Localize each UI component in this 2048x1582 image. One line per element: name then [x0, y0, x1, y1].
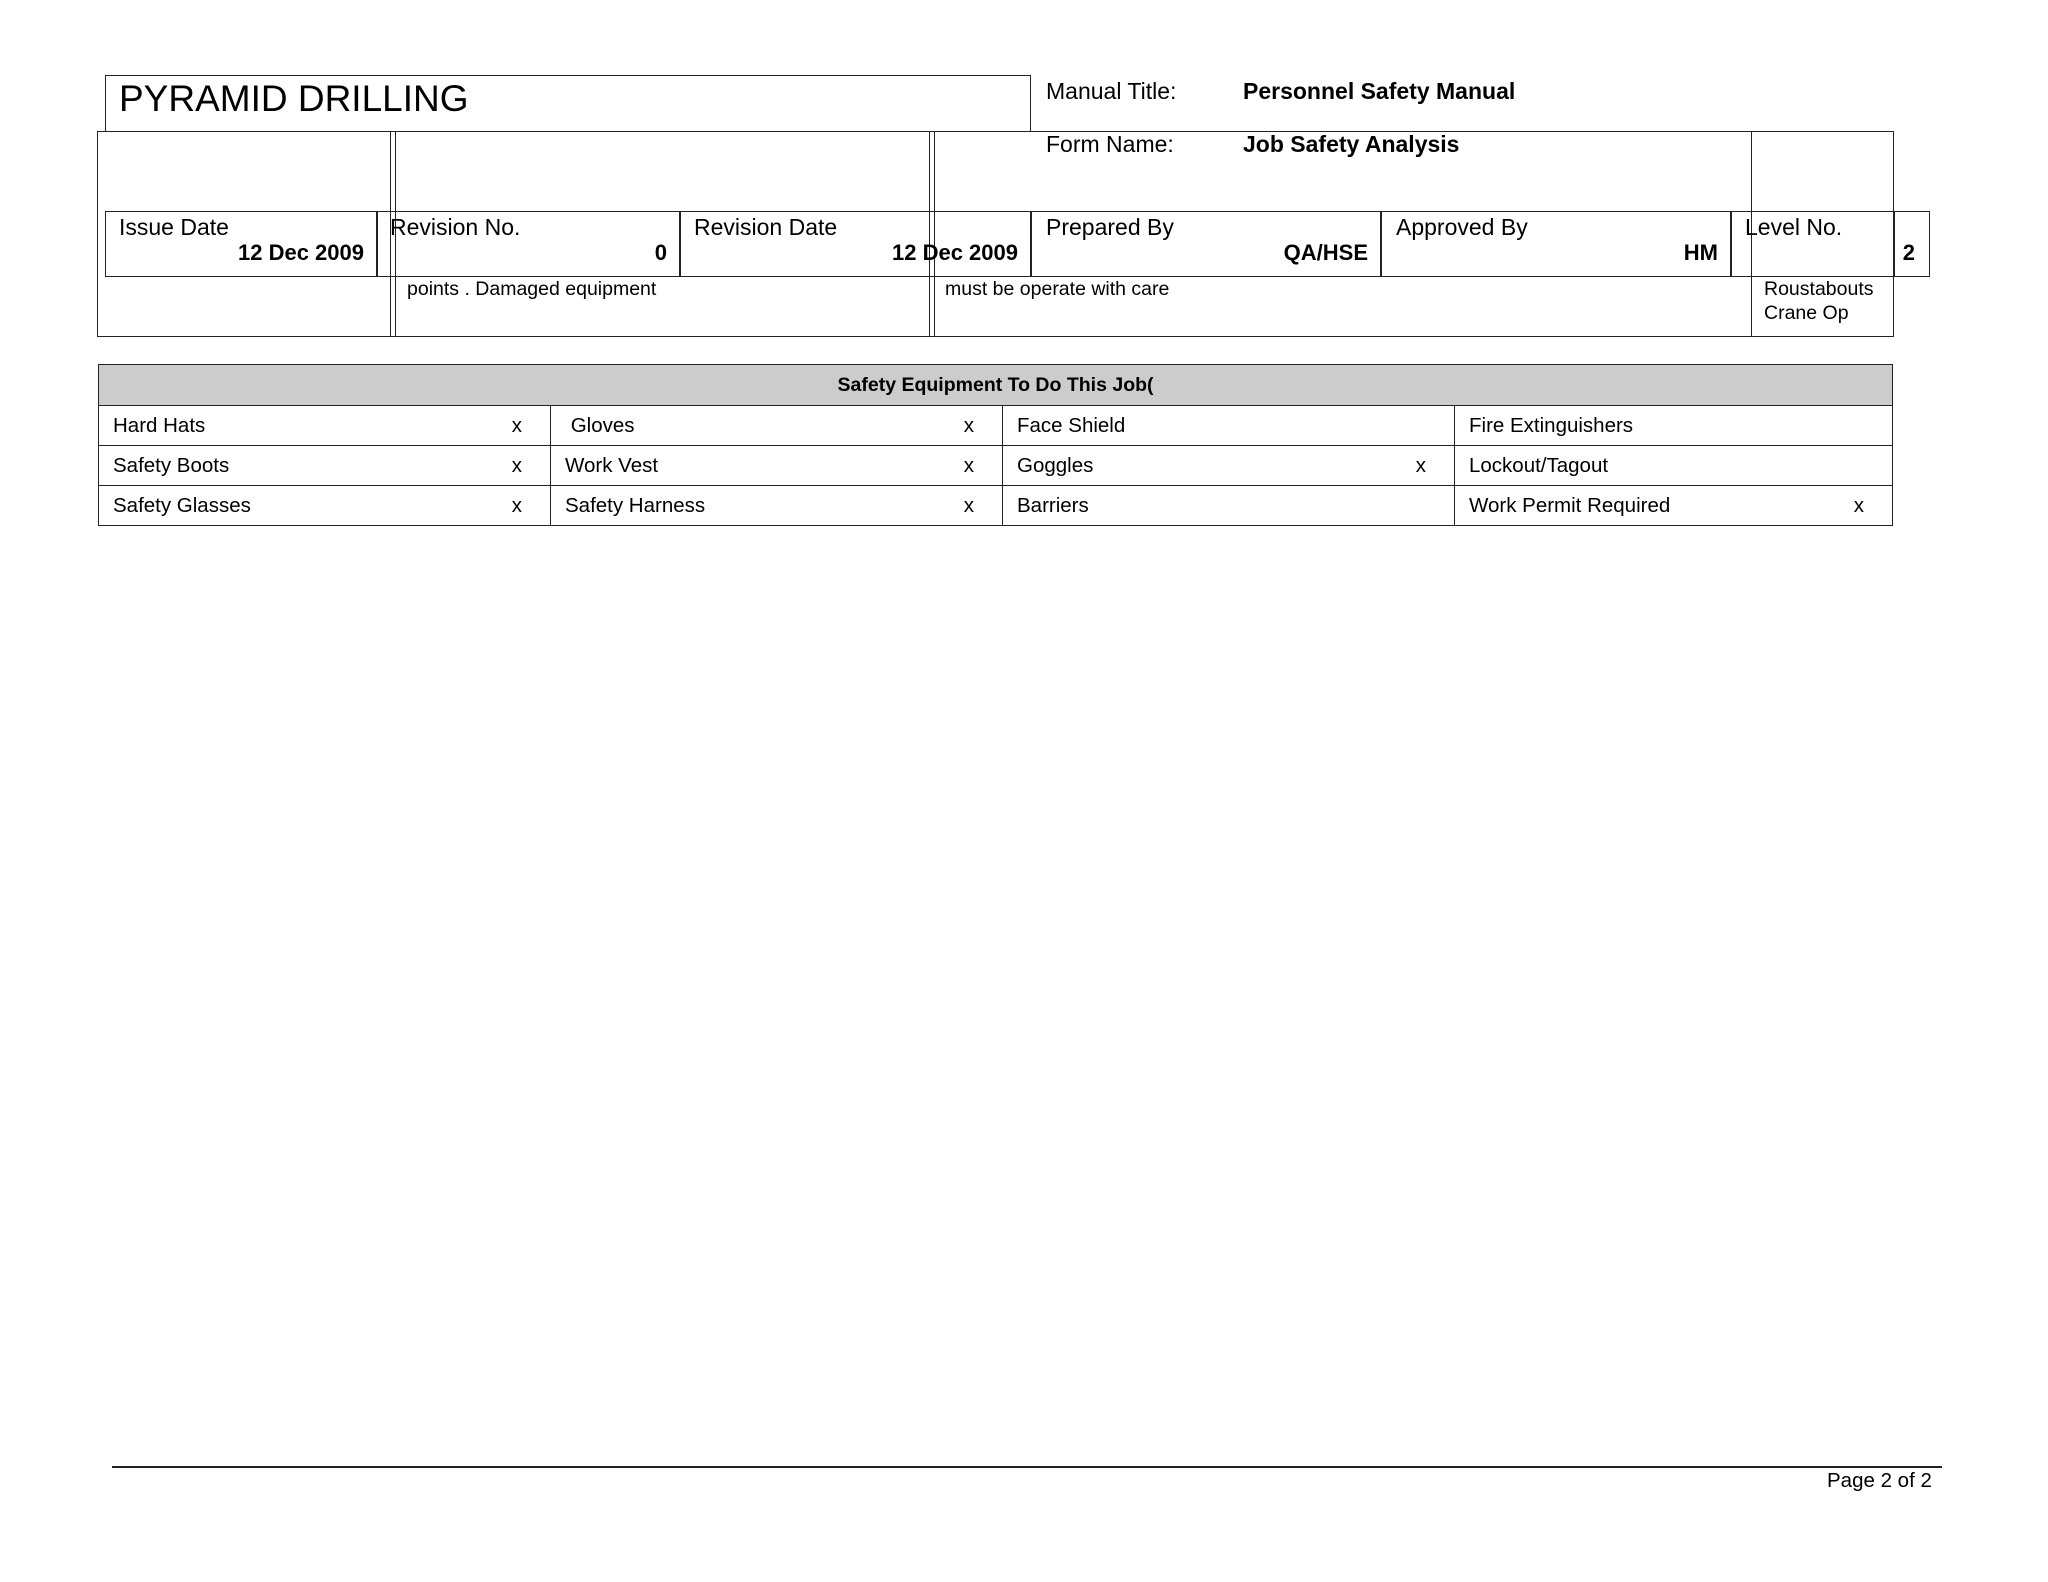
info-div-1 [376, 211, 378, 277]
form-name-label [1046, 133, 1174, 156]
control-text: must be operate with care [945, 278, 1170, 300]
equipment-cell [551, 486, 1003, 526]
check-mark: x [511, 453, 522, 477]
manual-title-value: Personnel Safety Manual [1243, 78, 1516, 104]
equipment-item: Safety Boots [113, 453, 230, 477]
manual-title-label: Manual Title: [1046, 78, 1177, 104]
equipment-item: Safety Glasses [113, 493, 251, 517]
info-div-3 [1030, 211, 1032, 277]
hazard-text: points . Damaged equipment [407, 278, 657, 300]
footer-rule [112, 1466, 1942, 1468]
equipment-cell [1455, 406, 1893, 446]
equipment-cell [99, 446, 551, 486]
revision-date-value: 12 Dec 2009 [892, 240, 1018, 265]
check-mark: x [963, 413, 974, 437]
safety-equipment-table [98, 364, 1893, 526]
issue-date-label: Issue Date [119, 214, 229, 240]
level-no-label: Level No. [1745, 214, 1843, 240]
check-mark: x [511, 413, 522, 437]
equipment-item: Goggles [1017, 453, 1094, 477]
check-mark: x [1415, 453, 1426, 477]
personnel-line-1: Roustabouts [1764, 278, 1874, 300]
info-div-5 [1730, 211, 1732, 277]
equipment-item: Work Permit Required [1469, 493, 1671, 517]
equipment-cell [1003, 446, 1455, 486]
info-div-4 [1380, 211, 1382, 277]
equipment-item: Work Vest [565, 453, 659, 477]
equipment-cell [551, 406, 1003, 446]
equipment-item: Barriers [1017, 493, 1089, 517]
equipment-item: Face Shield [1017, 413, 1126, 437]
table-row [99, 446, 1893, 486]
company-name: PYRAMID DRILLING [119, 78, 469, 119]
equipment-item: Safety Harness [565, 493, 706, 517]
check-mark: x [963, 453, 974, 477]
issue-date-value: 12 Dec 2009 [238, 240, 364, 265]
table-row [99, 406, 1893, 446]
equipment-title: Safety Equipment To Do This Job( [99, 365, 1893, 406]
prepared-by-value: QA/HSE [1283, 240, 1368, 265]
check-mark: x [963, 493, 974, 517]
equipment-cell [1003, 486, 1455, 526]
equipment-cell [1003, 406, 1455, 446]
page-number: Page 2 of 2 [1827, 1469, 1932, 1492]
revision-date-label: Revision Date [694, 214, 838, 240]
table-row [99, 486, 1893, 526]
level-no-value: 2 [1902, 240, 1915, 265]
revision-no-label: Revision No. [390, 214, 521, 240]
personnel-line-2: Crane Op [1764, 302, 1849, 324]
equipment-cell [99, 486, 551, 526]
equipment-item: Fire Extinguishers [1469, 413, 1634, 437]
prepared-by-label: Prepared By [1046, 214, 1174, 240]
equipment-cell [1455, 486, 1893, 526]
equipment-item: Hard Hats [113, 413, 206, 437]
check-mark: x [1853, 493, 1865, 517]
equipment-item: Gloves [565, 413, 635, 437]
equipment-cell [551, 446, 1003, 486]
info-div-2 [679, 211, 681, 277]
equipment-cell [99, 406, 551, 446]
form-name-value: Job Safety Analysis [1243, 131, 1460, 157]
equipment-item: Lockout/Tagout [1469, 453, 1609, 477]
approved-by-value: HM [1683, 240, 1718, 265]
check-mark: x [511, 493, 522, 517]
form-name-label-text: Form Name: [1046, 131, 1174, 157]
equipment-cell [1455, 446, 1893, 486]
approved-by-label: Approved By [1396, 214, 1528, 240]
revision-no-value: 0 [654, 240, 667, 265]
